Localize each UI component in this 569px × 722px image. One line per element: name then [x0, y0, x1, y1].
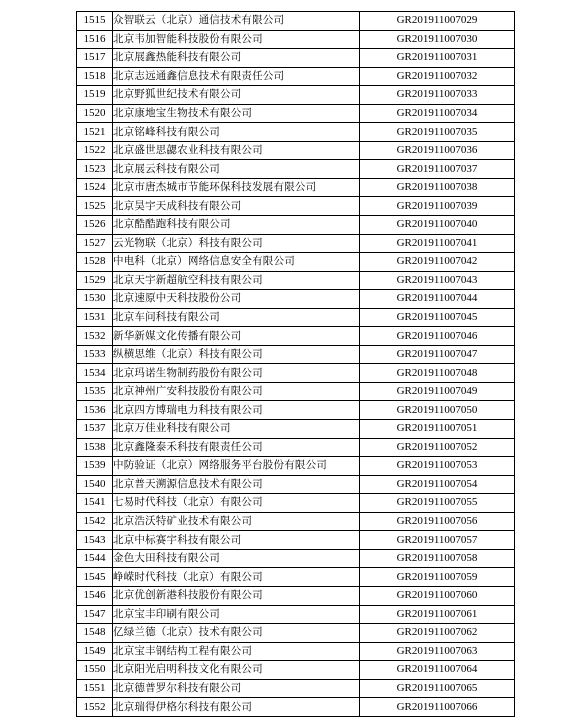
row-number-cell: 1539	[77, 457, 113, 476]
table-row	[77, 531, 515, 550]
table-row	[77, 568, 515, 587]
table-row	[77, 401, 515, 420]
table-row	[77, 160, 515, 179]
row-number-cell: 1546	[77, 586, 113, 605]
row-number-cell: 1525	[77, 197, 113, 216]
certificate-number-cell: GR201911007058	[360, 549, 515, 568]
company-name-cell: 北京速原中天科技股份公司	[113, 290, 360, 309]
row-number-cell: 1524	[77, 178, 113, 197]
company-name-cell: 北京酷酷跑科技有限公司	[113, 216, 360, 235]
certificate-number-cell: GR201911007042	[360, 253, 515, 272]
certificate-number-cell: GR201911007056	[360, 512, 515, 531]
company-name-cell: 北京优创新港科技股份有限公司	[113, 586, 360, 605]
row-number-cell: 1544	[77, 549, 113, 568]
table-row	[77, 457, 515, 476]
company-name-cell: 北京德普罗尔科技有限公司	[113, 679, 360, 698]
company-name-cell: 北京天宇新超航空科技有限公司	[113, 271, 360, 290]
certificate-number-cell: GR201911007045	[360, 308, 515, 327]
table-row	[77, 382, 515, 401]
table-row	[77, 605, 515, 624]
company-name-cell: 北京鑫隆泰禾科技有限责任公司	[113, 438, 360, 457]
certificate-number-cell: GR201911007053	[360, 457, 515, 476]
certificate-number-cell: GR201911007059	[360, 568, 515, 587]
certificate-number-cell: GR201911007048	[360, 364, 515, 383]
certificate-number-cell: GR201911007039	[360, 197, 515, 216]
company-name-cell: 北京万佳业科技有限公司	[113, 420, 360, 439]
table-row	[77, 586, 515, 605]
certificate-number-cell: GR201911007043	[360, 271, 515, 290]
table-row	[77, 642, 515, 661]
company-name-cell: 北京浩沃特矿业技术有限公司	[113, 512, 360, 531]
certificate-number-cell: GR201911007037	[360, 160, 515, 179]
table-row	[77, 475, 515, 494]
certificate-number-cell: GR201911007063	[360, 642, 515, 661]
table-row	[77, 420, 515, 439]
row-number-cell: 1533	[77, 345, 113, 364]
certificate-number-cell: GR201911007065	[360, 679, 515, 698]
certificate-number-cell: GR201911007036	[360, 141, 515, 160]
table-row	[77, 438, 515, 457]
row-number-cell: 1543	[77, 531, 113, 550]
certificate-number-cell: GR201911007034	[360, 104, 515, 123]
table-row	[77, 345, 515, 364]
row-number-cell: 1516	[77, 30, 113, 49]
certificate-number-cell: GR201911007064	[360, 661, 515, 680]
row-number-cell: 1522	[77, 141, 113, 160]
company-name-cell: 北京野狐世纪技术有限公司	[113, 86, 360, 105]
company-name-cell: 北京展鑫热能科技有限公司	[113, 49, 360, 68]
company-name-cell: 纵横思维（北京）科技有限公司	[113, 345, 360, 364]
company-name-cell: 北京中标赛宇科技有限公司	[113, 531, 360, 550]
company-table	[76, 11, 515, 717]
table-row	[77, 253, 515, 272]
certificate-number-cell: GR201911007052	[360, 438, 515, 457]
company-name-cell: 亿绿兰德（北京）技术有限公司	[113, 624, 360, 643]
row-number-cell: 1550	[77, 661, 113, 680]
table-row	[77, 679, 515, 698]
company-name-cell: 北京康地宝生物技术有限公司	[113, 104, 360, 123]
row-number-cell: 1542	[77, 512, 113, 531]
company-name-cell: 北京阳光启明科技文化有限公司	[113, 661, 360, 680]
row-number-cell: 1552	[77, 698, 113, 717]
table-row	[77, 49, 515, 68]
row-number-cell: 1517	[77, 49, 113, 68]
row-number-cell: 1535	[77, 382, 113, 401]
company-name-cell: 北京志远通鑫信息技术有限责任公司	[113, 67, 360, 86]
table-row	[77, 104, 515, 123]
certificate-number-cell: GR201911007057	[360, 531, 515, 550]
certificate-number-cell: GR201911007041	[360, 234, 515, 253]
row-number-cell: 1545	[77, 568, 113, 587]
certificate-number-cell: GR201911007050	[360, 401, 515, 420]
company-name-cell: 峥嵘时代科技（北京）有限公司	[113, 568, 360, 587]
company-name-cell: 北京普天溯源信息技术有限公司	[113, 475, 360, 494]
certificate-number-cell: GR201911007062	[360, 624, 515, 643]
row-number-cell: 1540	[77, 475, 113, 494]
table-row	[77, 86, 515, 105]
company-name-cell: 金色大田科技有限公司	[113, 549, 360, 568]
certificate-number-cell: GR201911007031	[360, 49, 515, 68]
company-name-cell: 北京玛诺生物制药股份有限公司	[113, 364, 360, 383]
row-number-cell: 1548	[77, 624, 113, 643]
table-row	[77, 549, 515, 568]
certificate-number-cell: GR201911007044	[360, 290, 515, 309]
row-number-cell: 1523	[77, 160, 113, 179]
certificate-number-cell: GR201911007051	[360, 420, 515, 439]
company-name-cell: 北京车问科技有限公司	[113, 308, 360, 327]
certificate-number-cell: GR201911007054	[360, 475, 515, 494]
row-number-cell: 1551	[77, 679, 113, 698]
company-name-cell: 七易时代科技（北京）有限公司	[113, 494, 360, 513]
company-name-cell: 北京宝丰钢结构工程有限公司	[113, 642, 360, 661]
row-number-cell: 1547	[77, 605, 113, 624]
table-row	[77, 216, 515, 235]
certificate-number-cell: GR201911007038	[360, 178, 515, 197]
table-row	[77, 698, 515, 717]
certificate-number-cell: GR201911007035	[360, 123, 515, 142]
table-row	[77, 624, 515, 643]
row-number-cell: 1528	[77, 253, 113, 272]
company-name-cell: 北京盛世思勰农业科技有限公司	[113, 141, 360, 160]
table-row	[77, 271, 515, 290]
row-number-cell: 1518	[77, 67, 113, 86]
row-number-cell: 1536	[77, 401, 113, 420]
certificate-number-cell: GR201911007033	[360, 86, 515, 105]
company-name-cell: 北京神州广安科技股份有限公司	[113, 382, 360, 401]
row-number-cell: 1534	[77, 364, 113, 383]
certificate-number-cell: GR201911007030	[360, 30, 515, 49]
certificate-number-cell: GR201911007047	[360, 345, 515, 364]
table-row	[77, 327, 515, 346]
table-row	[77, 364, 515, 383]
row-number-cell: 1549	[77, 642, 113, 661]
table-row	[77, 661, 515, 680]
company-name-cell: 北京四方博瑞电力科技有限公司	[113, 401, 360, 420]
company-name-cell: 新华新媒文化传播有限公司	[113, 327, 360, 346]
certificate-number-cell: GR201911007061	[360, 605, 515, 624]
table-row	[77, 30, 515, 49]
company-name-cell: 北京宝丰印刷有限公司	[113, 605, 360, 624]
table-row	[77, 12, 515, 31]
company-name-cell: 中电科（北京）网络信息安全有限公司	[113, 253, 360, 272]
table-row	[77, 123, 515, 142]
table-row	[77, 178, 515, 197]
table-row	[77, 290, 515, 309]
row-number-cell: 1541	[77, 494, 113, 513]
certificate-number-cell: GR201911007060	[360, 586, 515, 605]
table-row	[77, 494, 515, 513]
certificate-number-cell: GR201911007046	[360, 327, 515, 346]
company-name-cell: 云光物联（北京）科技有限公司	[113, 234, 360, 253]
company-name-cell: 北京铭峰科技有限公司	[113, 123, 360, 142]
table-row	[77, 141, 515, 160]
row-number-cell: 1529	[77, 271, 113, 290]
row-number-cell: 1521	[77, 123, 113, 142]
row-number-cell: 1532	[77, 327, 113, 346]
table-row	[77, 197, 515, 216]
table-row	[77, 67, 515, 86]
row-number-cell: 1527	[77, 234, 113, 253]
company-name-cell: 北京展云科技有限公司	[113, 160, 360, 179]
row-number-cell: 1526	[77, 216, 113, 235]
certificate-number-cell: GR201911007032	[360, 67, 515, 86]
row-number-cell: 1519	[77, 86, 113, 105]
certificate-number-cell: GR201911007049	[360, 382, 515, 401]
table-row	[77, 512, 515, 531]
row-number-cell: 1531	[77, 308, 113, 327]
certificate-number-cell: GR201911007040	[360, 216, 515, 235]
certificate-number-cell: GR201911007029	[360, 12, 515, 31]
company-name-cell: 北京韦加智能科技股份有限公司	[113, 30, 360, 49]
certificate-number-cell: GR201911007066	[360, 698, 515, 717]
company-name-cell: 北京昊宇天成科技有限公司	[113, 197, 360, 216]
row-number-cell: 1537	[77, 420, 113, 439]
table-row	[77, 234, 515, 253]
table-row	[77, 308, 515, 327]
company-name-cell: 中防验证（北京）网络服务平台股份有限公司	[113, 457, 360, 476]
row-number-cell: 1515	[77, 12, 113, 31]
company-name-cell: 北京市唐杰城市节能环保科技发展有限公司	[113, 178, 360, 197]
row-number-cell: 1520	[77, 104, 113, 123]
certificate-number-cell: GR201911007055	[360, 494, 515, 513]
row-number-cell: 1530	[77, 290, 113, 309]
company-name-cell: 北京瑞得伊格尔科技有限公司	[113, 698, 360, 717]
row-number-cell: 1538	[77, 438, 113, 457]
company-name-cell: 众智联云（北京）通信技术有限公司	[113, 12, 360, 31]
company-table-body	[77, 12, 515, 717]
